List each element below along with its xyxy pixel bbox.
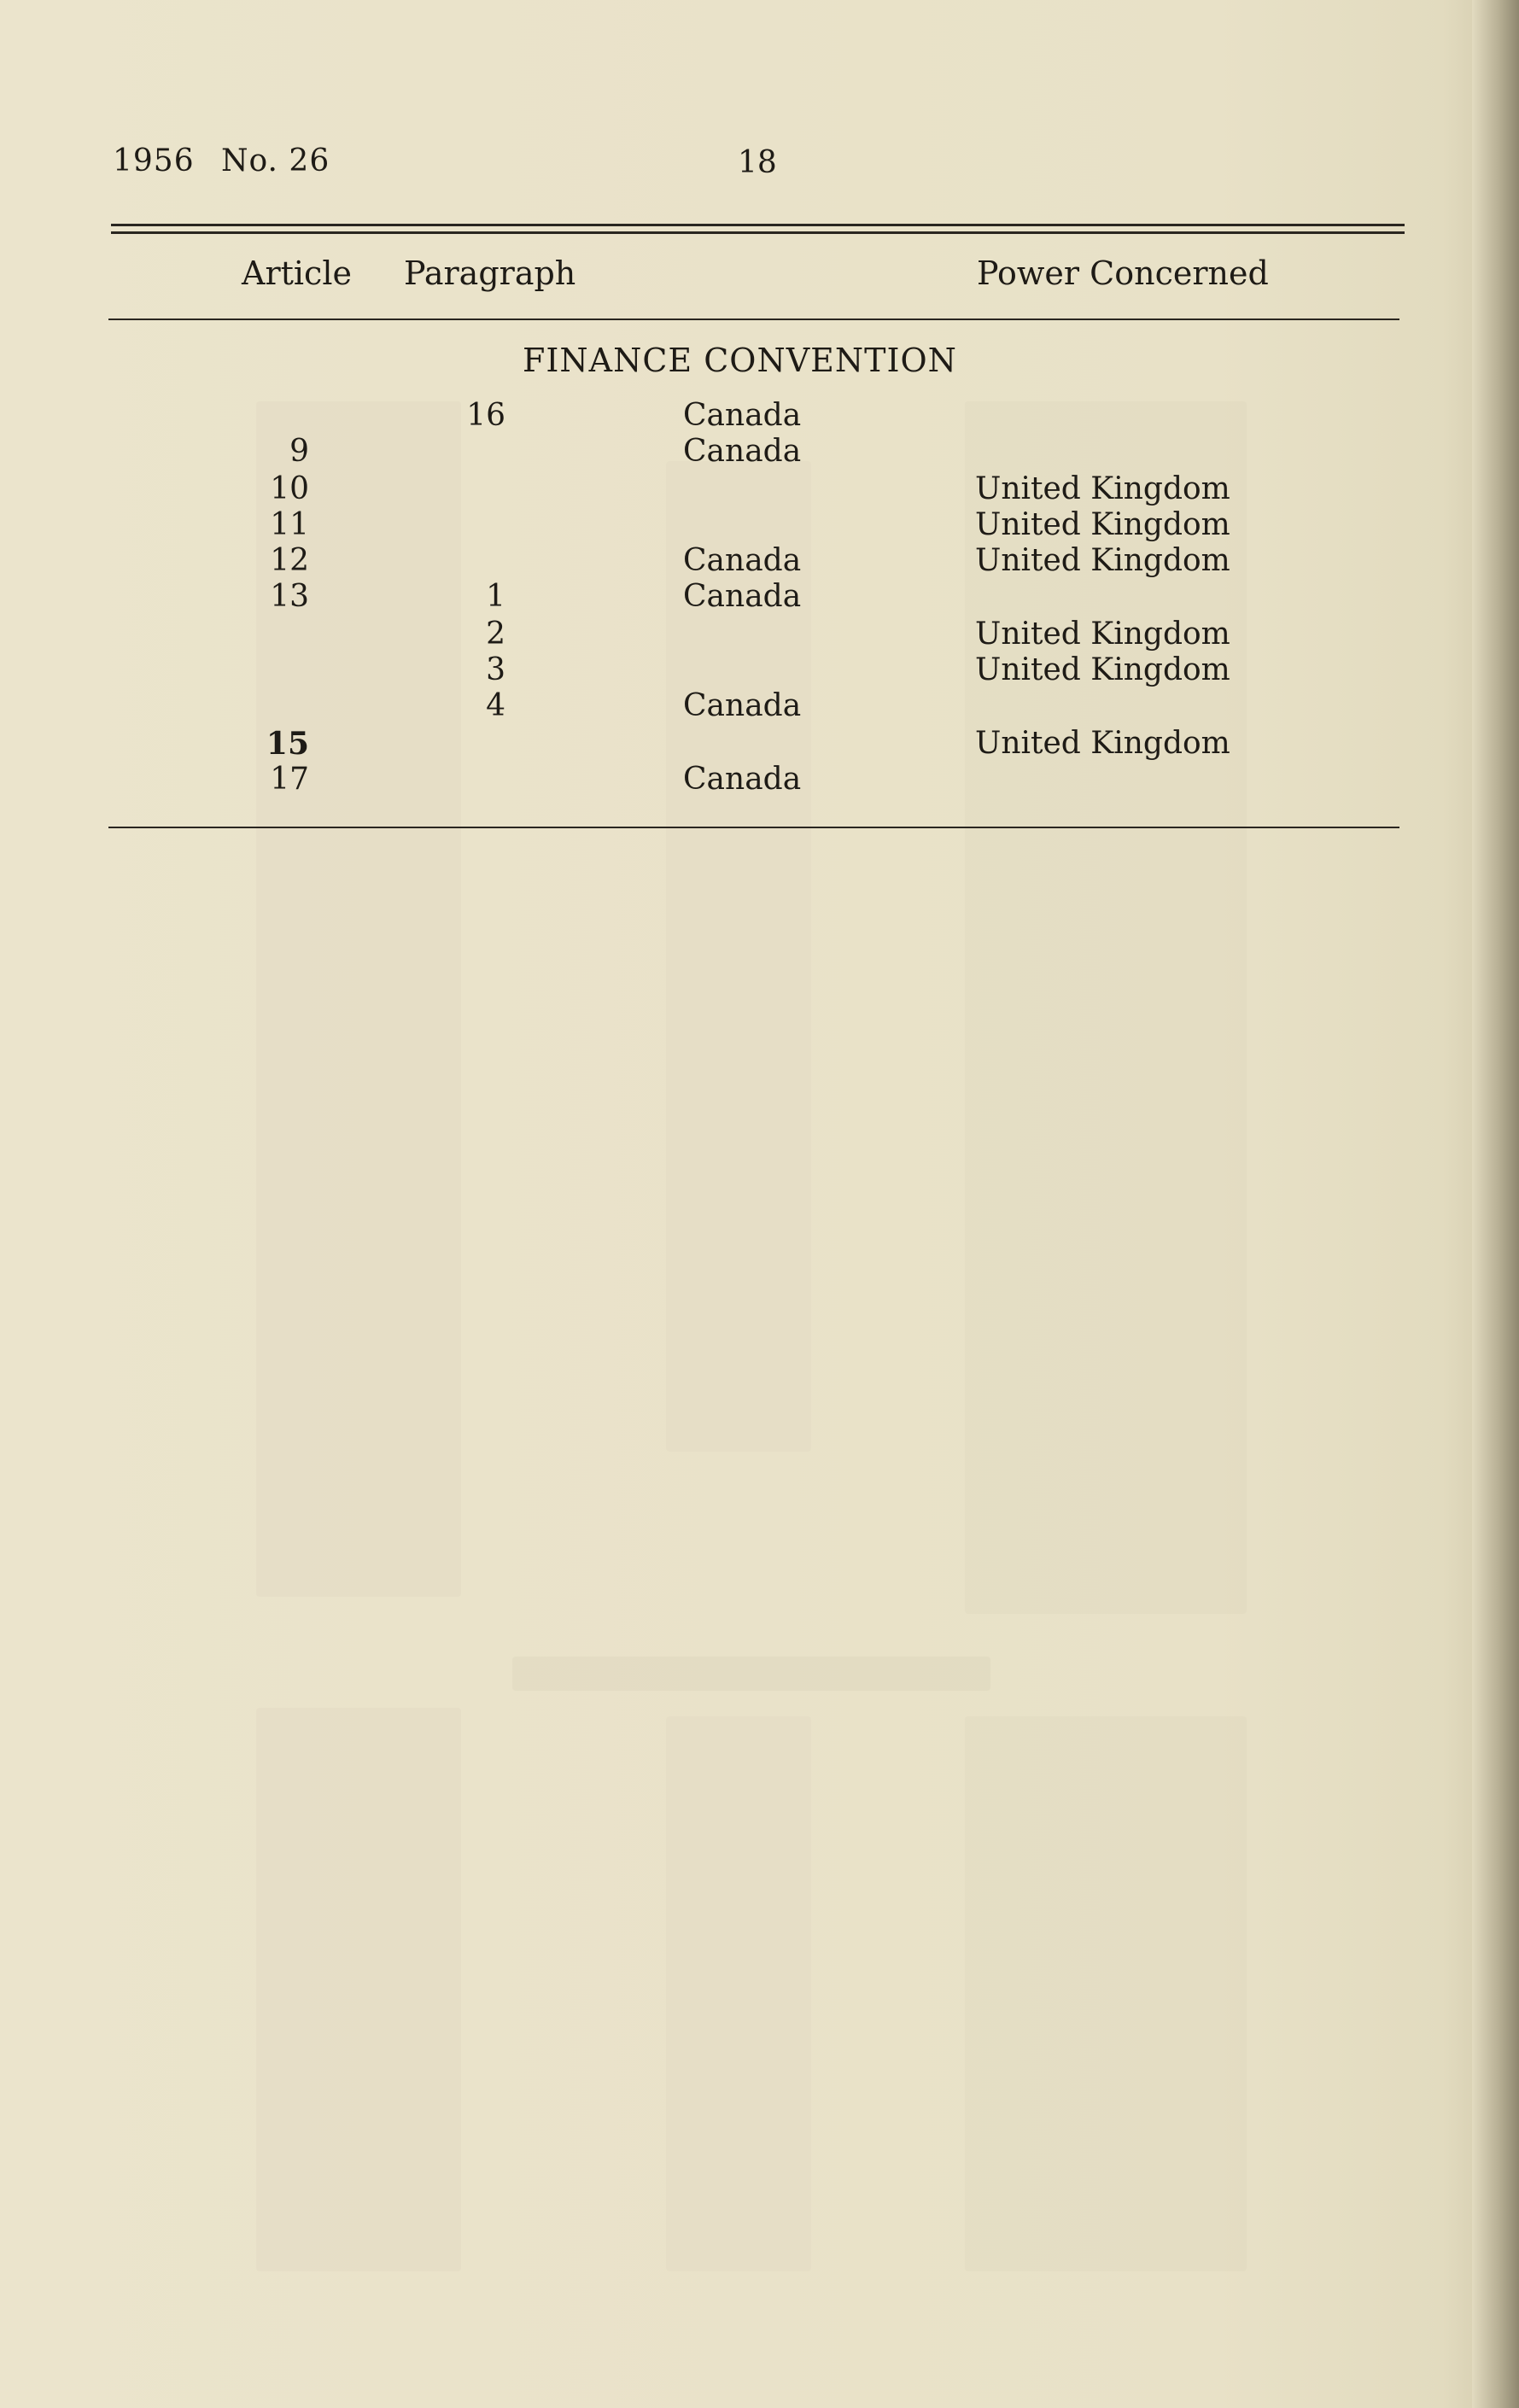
top-rule-1	[111, 224, 1405, 226]
uk-cell: United Kingdom	[975, 471, 1230, 506]
canada-cell: Canada	[683, 543, 802, 578]
table-row	[0, 398, 1519, 434]
article-cell: 10	[270, 471, 309, 506]
article-cell: 13	[270, 579, 309, 614]
table-row	[0, 726, 1519, 762]
canada-cell: Canada	[683, 579, 802, 614]
canada-cell: Canada	[683, 688, 802, 723]
uk-cell: United Kingdom	[975, 543, 1230, 578]
paragraph-cell: 4	[486, 688, 505, 723]
table-row	[0, 471, 1519, 507]
page-number: 18	[738, 145, 777, 180]
table-row	[0, 434, 1519, 470]
uk-cell: United Kingdom	[975, 652, 1230, 687]
table-row	[0, 579, 1519, 615]
uk-cell: United Kingdom	[975, 507, 1230, 542]
paragraph-cell: 2	[486, 617, 505, 652]
uk-cell: United Kingdom	[975, 617, 1230, 652]
column-header-paragraph: Paragraph	[404, 254, 576, 292]
uk-cell: United Kingdom	[975, 726, 1230, 761]
canada-cell: Canada	[683, 398, 802, 433]
table-row	[0, 507, 1519, 543]
canada-cell: Canada	[683, 434, 802, 469]
column-header-article: Article	[242, 254, 352, 292]
section-title: FINANCE CONVENTION	[523, 342, 957, 379]
article-cell: 12	[270, 543, 309, 578]
table-row	[0, 652, 1519, 688]
paragraph-cell: 1	[486, 579, 505, 614]
canada-cell: Canada	[683, 762, 802, 797]
header-rule	[108, 319, 1399, 320]
top-rule-2	[111, 231, 1405, 234]
bottom-rule	[108, 827, 1399, 828]
table-row	[0, 543, 1519, 579]
paragraph-cell: 16	[466, 398, 505, 433]
table-row	[0, 688, 1519, 724]
page-edge-shadow	[1472, 0, 1519, 2408]
header-document-number: No. 26	[221, 143, 330, 178]
table-row	[0, 617, 1519, 652]
column-header-power: Power Concerned	[977, 254, 1269, 292]
header-year: 1956	[113, 143, 195, 178]
paragraph-cell: 3	[486, 652, 505, 687]
article-cell: 15	[266, 726, 309, 762]
article-cell: 9	[289, 434, 309, 469]
article-cell: 17	[270, 762, 309, 797]
table-row	[0, 762, 1519, 798]
article-cell: 11	[270, 507, 309, 542]
